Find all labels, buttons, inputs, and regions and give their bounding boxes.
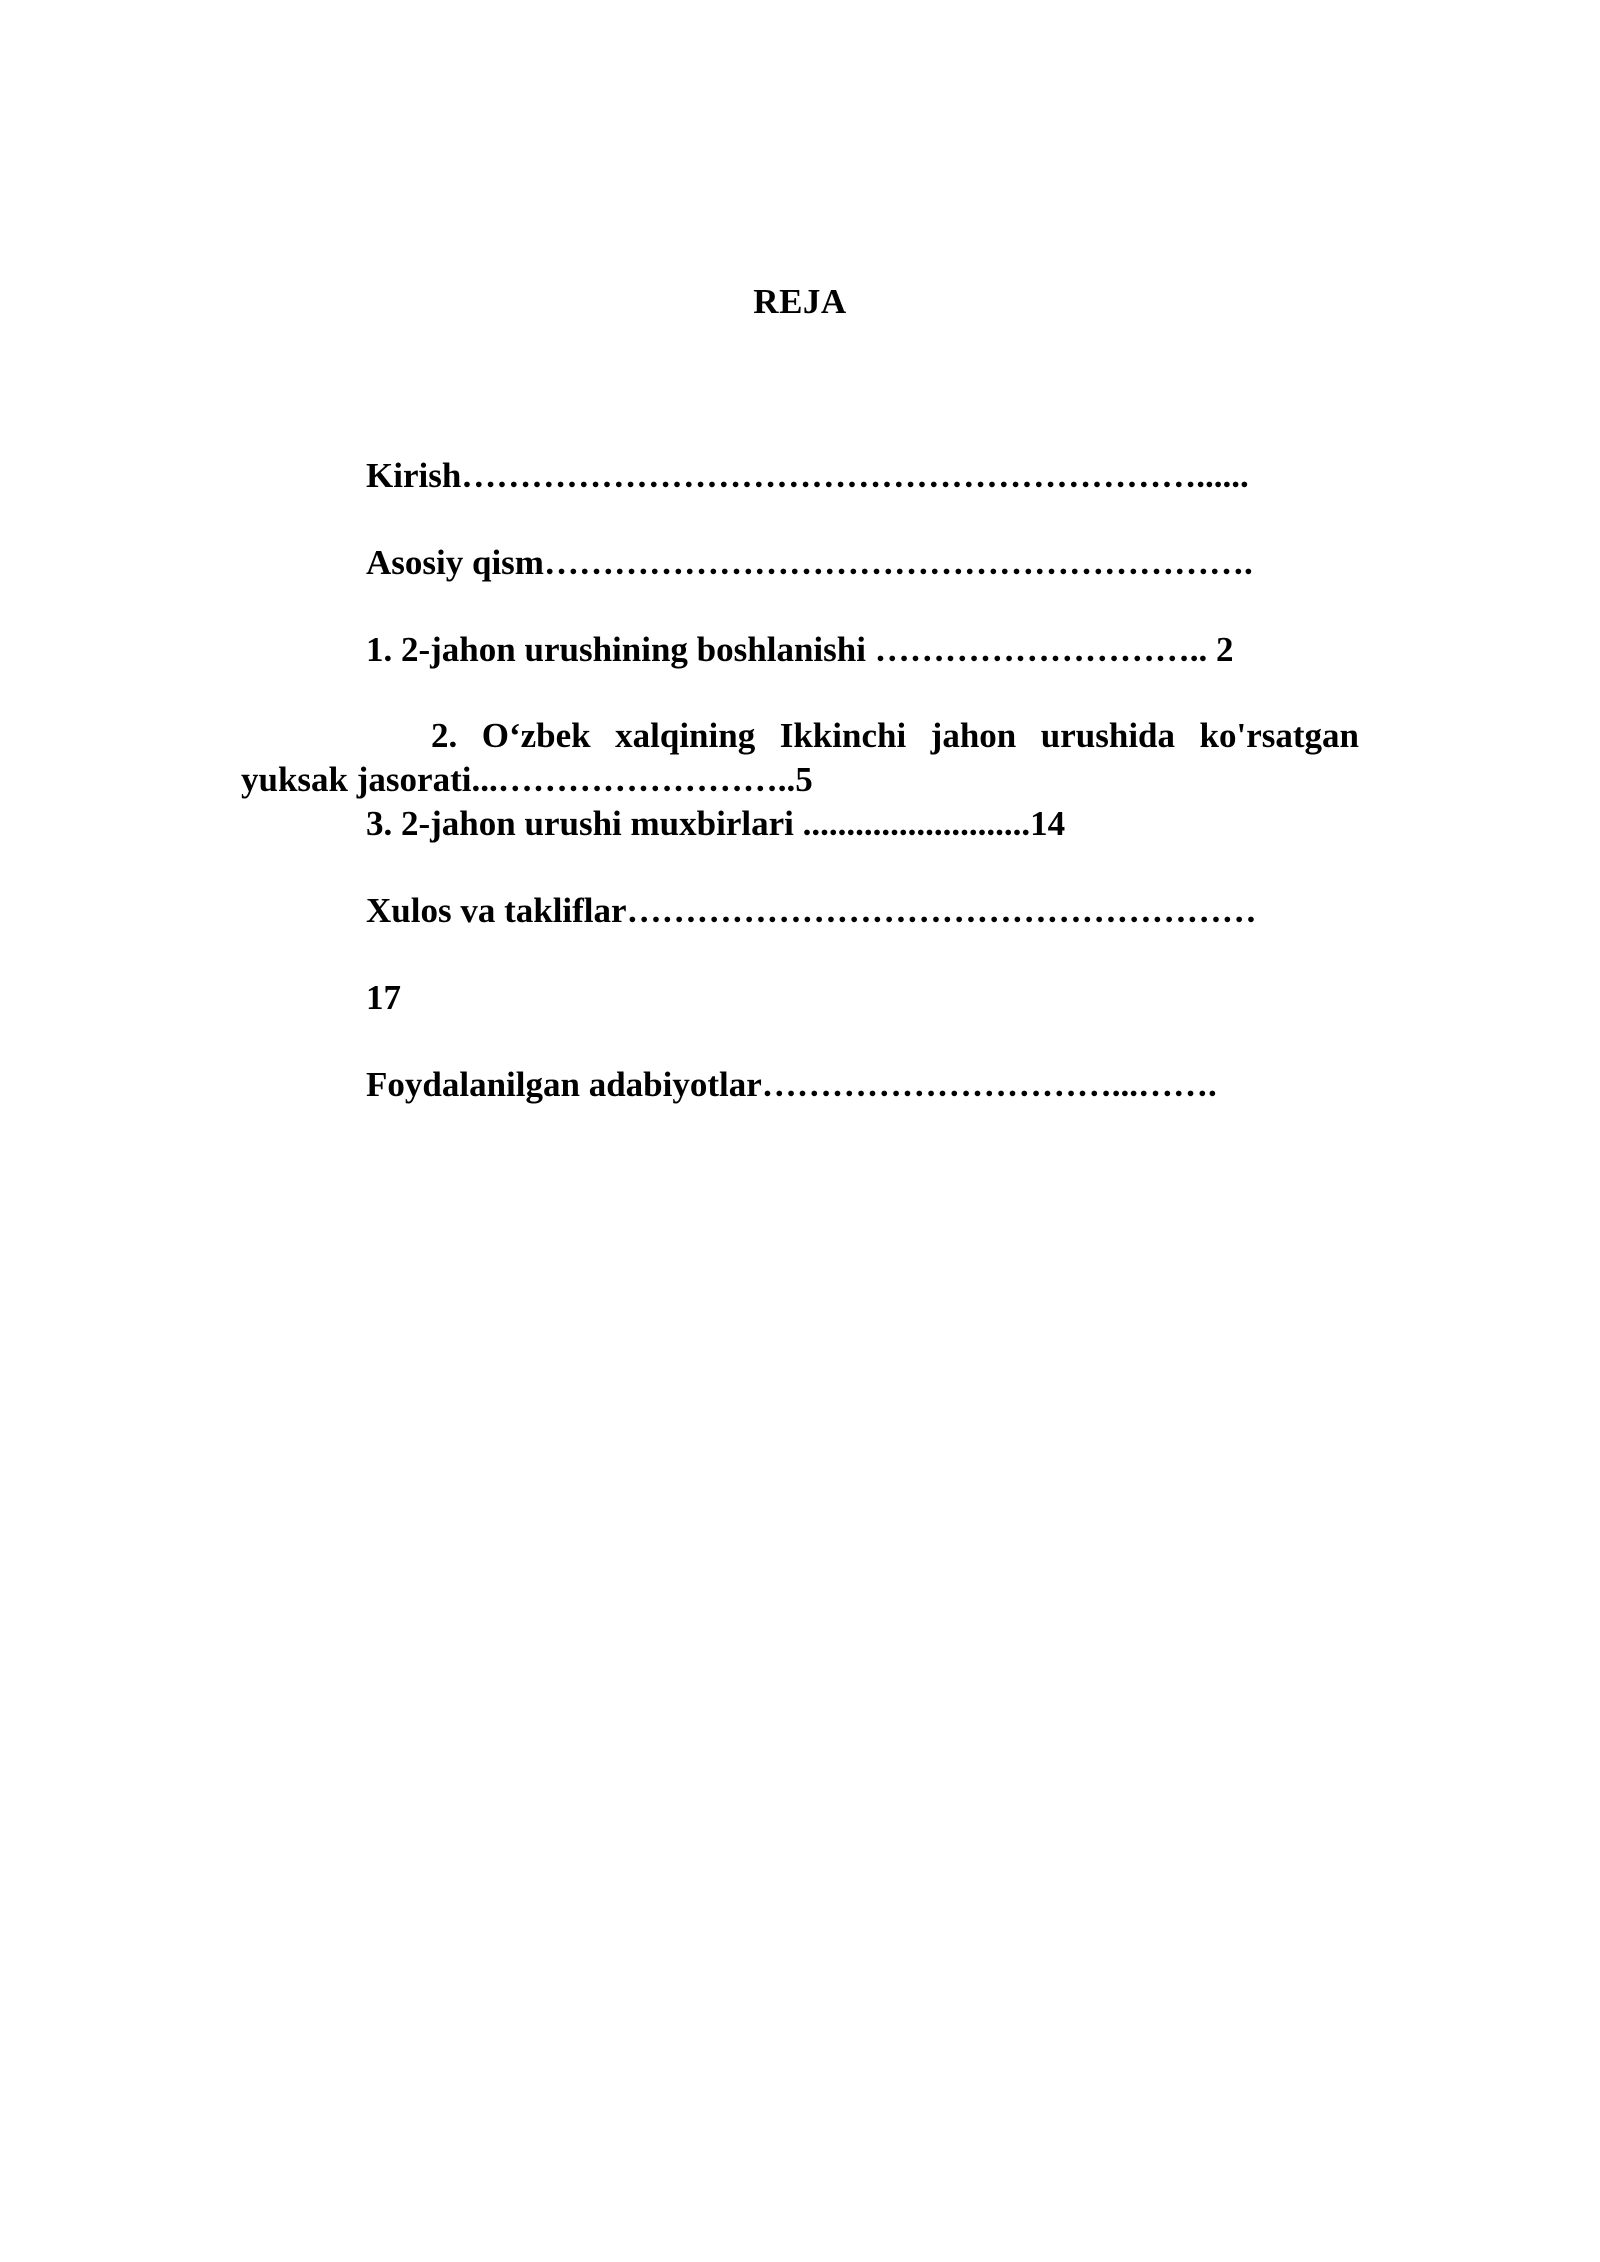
toc-item-kirish: Kirish………………………………………………………......: [366, 456, 1249, 495]
toc-item-foydalanilgan-adabiyotlar: Foydalanilgan adabiyotlar…………………………...…….: [366, 1065, 1217, 1104]
toc-xulosa-page-number: 17: [366, 978, 401, 1017]
toc-item-section-3: 3. 2-jahon urushi muxbirlari ..........................14: [366, 804, 1066, 843]
toc-item-asosiy-qism: Asosiy qism…………………………………………………….: [366, 543, 1253, 582]
toc-item-section-1: 1. 2-jahon urushining boshlanishi ……………………….. 2: [366, 630, 1234, 669]
toc-item-xulosa: Xulos va takliflar………………………………………………: [366, 891, 1257, 930]
toc-item-section-2: 2. O‘zbek xalqining Ikkinchi jahon urushida ko'rsatgan yuksak jasorati...……………………..5: [241, 716, 1359, 799]
page-title: REJA: [753, 282, 847, 321]
